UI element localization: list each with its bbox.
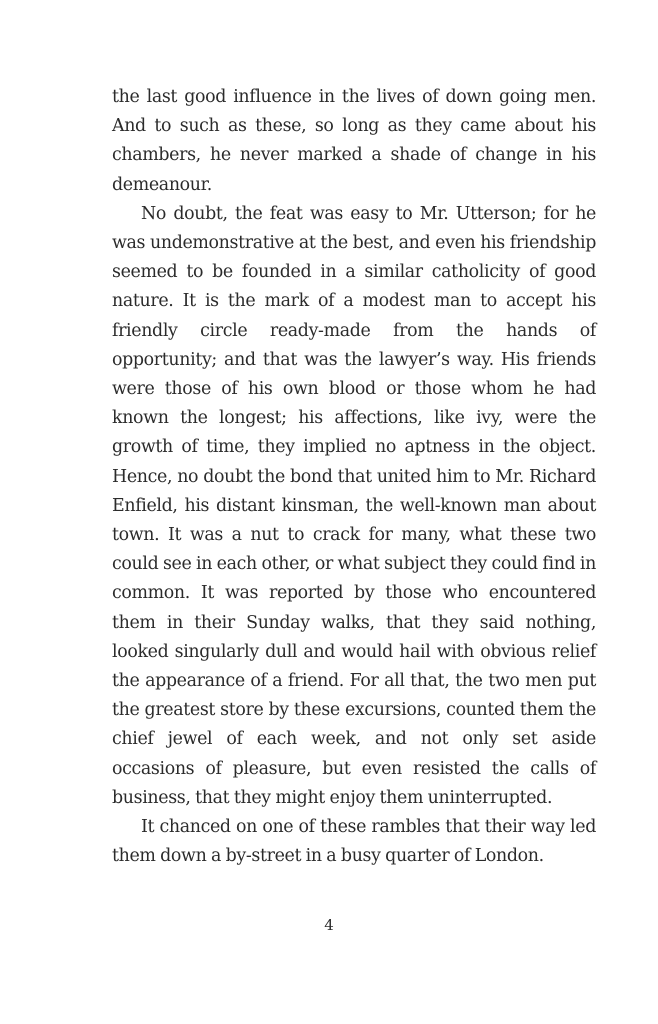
page-number: 4 xyxy=(324,916,334,934)
paragraph-3: It chanced on one of these rambles that their way led them down a by-street in a busy quarter of London. xyxy=(112,817,596,867)
paragraph-2: No doubt, the feat was easy to Mr. Utterson; for he was undemonstrative at the best, and even his friendship seemed to be founded in a similar catholicity of good nature. It is the mark of a modest man to accept his friendly circle ready-made from the hands of opportunity; and that was the lawyer’s way. His friends were those of his own blood or those whom he had known the longest; his affections, like ivy, were the growth of time, they implied no aptness in the object. Hence, no doubt the bond that united him to Mr. Richard Enfield, his distant kinsman, the well-known man about town. It was a nut to crack for many, what these two could see in each other, or what subject they could find in common. It was reported by those who encountered them in their Sunday walks, that they said nothing, looked singularly dull and would hail with obvious relief the appearance of a friend. For all that, the two men put the greatest store by these excursions, counted them the chief jewel of each week, and not only set aside occasions of pleasure, but even resisted the calls of business, that they might enjoy them uninterrupted. xyxy=(112,203,596,808)
body-text xyxy=(112,83,596,871)
paragraph-1: the last good influence in the lives of down going men. And to such as these, so long as they came about his chambers, he never marked a shade of change in his demeanour. xyxy=(112,87,596,195)
